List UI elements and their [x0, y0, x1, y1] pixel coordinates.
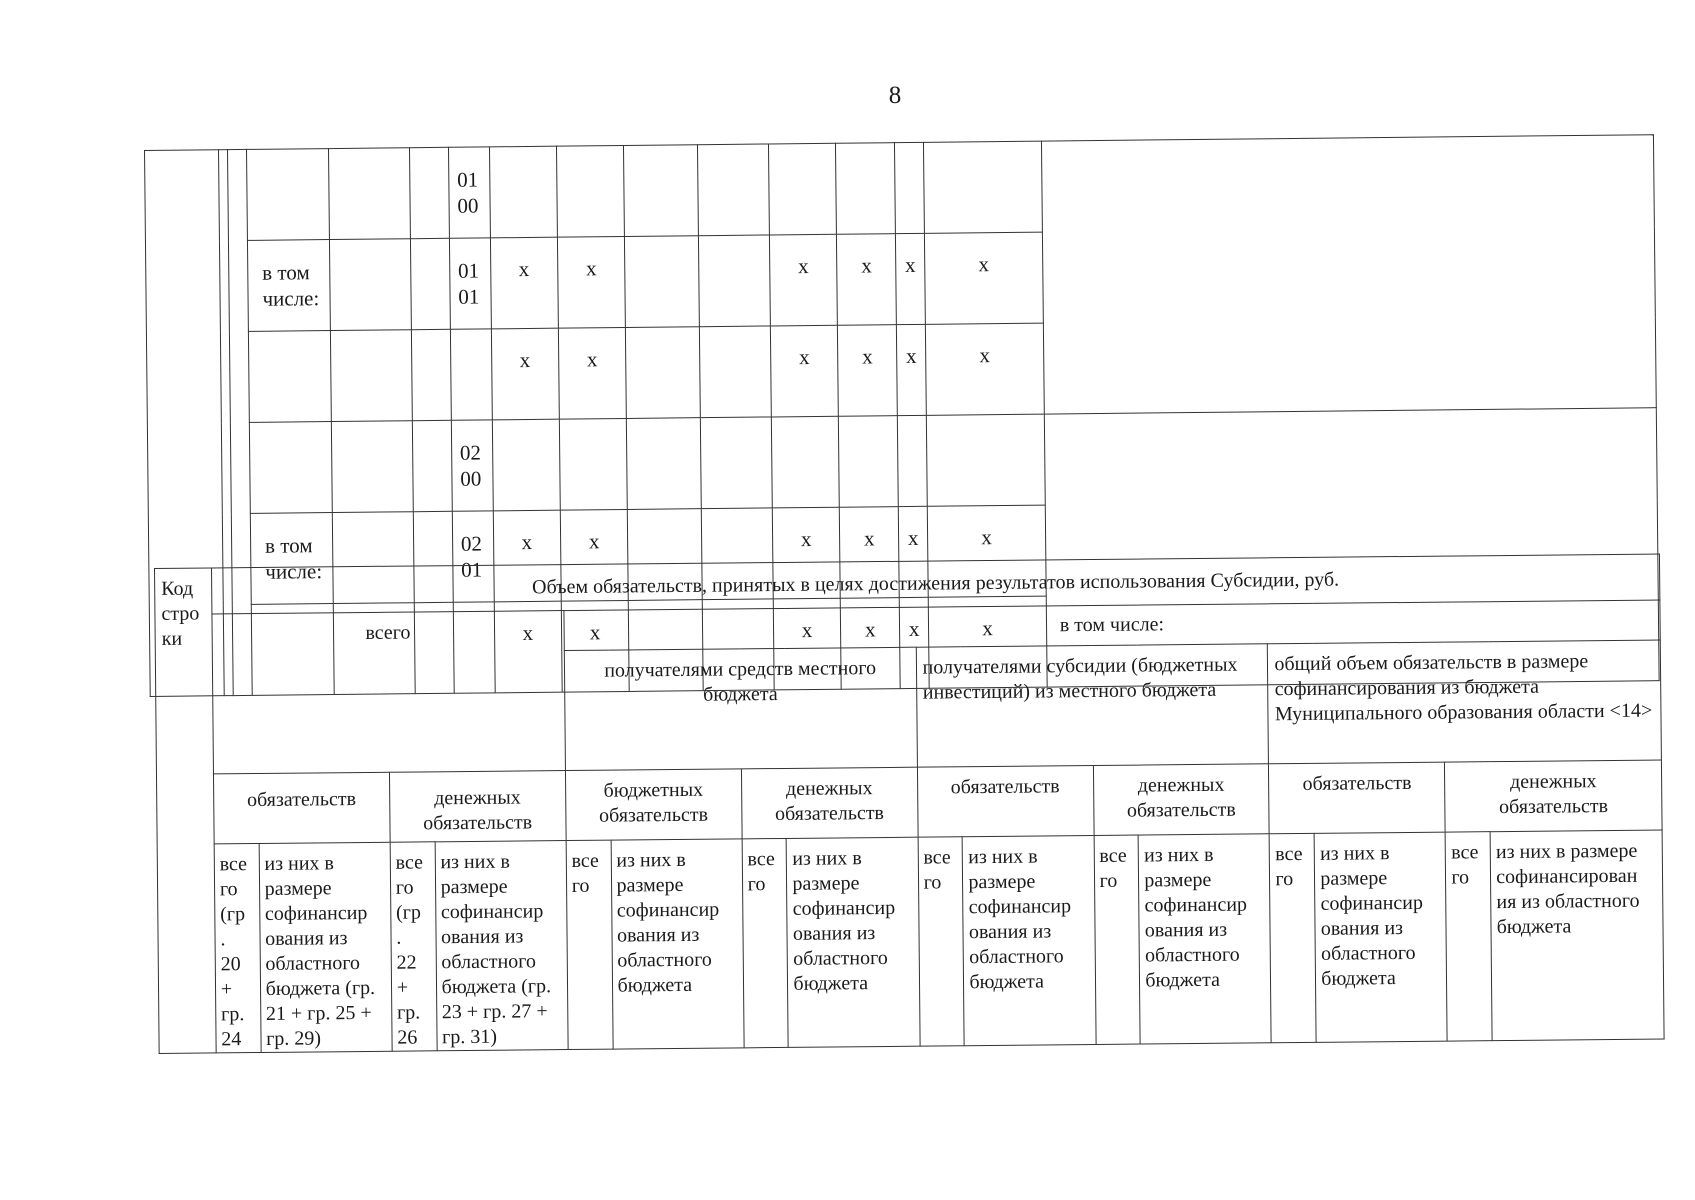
top-empty-cell [331, 421, 414, 513]
group-subsidy-recipients: получателями субсидии (бюджетных инвестиций) из местного бюджета [916, 644, 1269, 767]
x-mark-cell: x [900, 597, 929, 688]
x-mark-cell: x [493, 510, 561, 602]
sub-obligations-3: обязательств [1269, 762, 1446, 834]
leaf-vsego-22-26: все го (гр . 22 + гр. 26 [390, 842, 437, 1051]
leaf-vsego-c2: все го [1094, 835, 1141, 1044]
x-mark-cell [768, 143, 836, 235]
x-mark-cell [923, 141, 1042, 233]
x-mark-cell: x [928, 596, 1047, 688]
x-mark-cell: x [839, 507, 899, 599]
x-mark-cell [697, 144, 769, 236]
sub-monetary-3: денежных обязательств [1093, 764, 1270, 836]
x-mark-cell: x [490, 237, 558, 329]
group-cofinancing: общий объем обязательств в размере софинансирования из бюджета Муниципального образования области <14> [1268, 640, 1662, 764]
leaf-vsego-b2: все го [742, 838, 789, 1047]
x-mark-cell [698, 235, 770, 327]
leaf-iz-nih-23: из них в размере софинансир ования из областного бюджета (гр. 23 + гр. 27 + гр. 31) [435, 841, 568, 1051]
x-mark-cell: x [561, 600, 629, 692]
x-mark-cell: x [769, 234, 837, 326]
x-mark-cell [895, 142, 924, 233]
x-mark-cell [700, 417, 772, 509]
v-tom-chisle-header: в том числе: [564, 600, 1661, 651]
top-empty-cell [411, 238, 451, 329]
x-mark-cell: x [494, 601, 562, 693]
leaf-vsego-20-24: все го (гр . 20 + гр. 24 [214, 844, 261, 1053]
top-empty-cell [411, 329, 451, 420]
row-label: в том числе: [250, 513, 333, 605]
row-code [450, 329, 492, 420]
row-code: 01 01 [449, 238, 491, 329]
x-mark-cell [626, 327, 700, 419]
top-empty-cell [330, 330, 413, 422]
kod-stroki-text: Код стро ки [161, 577, 200, 650]
x-mark-cell [898, 415, 927, 506]
sub-budget-obligations: бюджетных обязательств [565, 769, 742, 841]
sub-monetary-1: денежных обязательств [389, 771, 566, 843]
leaf-iz-nih-c2: из них в размере софинансир ования из областного бюджета [1138, 834, 1271, 1044]
row-label [246, 149, 329, 241]
leaf-iz-nih-b2: из них в размере софинансир ования из областного бюджета [787, 837, 920, 1047]
row-code: 02 00 [451, 420, 493, 511]
page-number: 8 [888, 82, 902, 109]
row-label [248, 331, 331, 423]
row-label: в том числе: [247, 240, 330, 332]
kod-stroki-header [155, 568, 216, 1054]
x-mark-cell: x [491, 328, 559, 420]
x-mark-cell: x [838, 325, 898, 417]
x-mark-cell: x [897, 324, 926, 415]
x-mark-cell [624, 145, 698, 237]
x-mark-cell [489, 146, 557, 238]
top-empty-cell [328, 148, 411, 240]
leaf-iz-nih-d2: из них в размере софинансирован ия из областного бюджета [1490, 830, 1664, 1041]
x-mark-cell: x [924, 232, 1043, 324]
x-mark-cell: x [925, 323, 1044, 415]
x-mark-cell [839, 416, 899, 508]
x-mark-cell: x [558, 327, 626, 419]
top-empty-cell [329, 239, 412, 331]
x-mark-cell: x [770, 325, 838, 417]
x-mark-cell: x [840, 598, 900, 690]
x-mark-cell [492, 419, 560, 511]
leaf-iz-nih-b1: из них в размере софинансир ования из областного бюджета [611, 839, 744, 1049]
sub-monetary-2: денежных обязательств [741, 767, 918, 839]
x-mark-cell: x [772, 507, 840, 599]
leaf-vsego-b1: все го [566, 840, 613, 1049]
vsego-header: всего [212, 611, 565, 774]
x-mark-cell: x [896, 233, 925, 324]
bottom-table [154, 554, 1665, 1054]
top-empty-cell [412, 420, 452, 511]
group-local-budget: получателями средств местного бюджета [564, 647, 917, 770]
leaf-iz-nih-d1: из них в размере софинансир ования из областного бюджета [1314, 832, 1447, 1042]
top-table-row [147, 408, 1657, 515]
x-mark-cell: x [837, 234, 897, 326]
row-code: 02 01 [452, 511, 494, 602]
sub-obligations-1: обязательств [213, 772, 390, 844]
leaf-iz-nih-c1: из них в размере софинансир ования из областного бюджета [962, 835, 1095, 1045]
sub-obligations-2: обязательств [917, 765, 1094, 837]
leaf-vsego-d1: все го [1270, 833, 1317, 1042]
x-mark-cell [836, 143, 896, 235]
x-mark-cell: x [899, 506, 928, 597]
x-mark-cell: x [773, 598, 841, 690]
x-mark-cell [556, 145, 624, 237]
x-mark-cell: x [560, 509, 628, 601]
top-empty-cell [410, 147, 450, 238]
x-mark-cell: x [927, 505, 1046, 597]
x-mark-cell [771, 416, 839, 508]
row-code: 01 00 [448, 147, 490, 238]
x-mark-cell [559, 418, 627, 510]
x-mark-cell: x [557, 236, 625, 328]
sub-monetary-4: денежных обязательств [1445, 760, 1662, 832]
x-mark-cell [625, 236, 699, 328]
top-table-row [145, 135, 1655, 242]
table-title: Объем обязательств, принятых в целях достижения результатов использования Субсидии, руб. [211, 554, 1660, 614]
x-mark-cell [926, 414, 1045, 506]
x-mark-cell [626, 418, 700, 510]
x-mark-cell [699, 326, 771, 418]
row-label [249, 422, 332, 514]
right-block-upper [1042, 135, 1657, 414]
leaf-iz-nih-21: из них в размере софинансир ования из областного бюджета (гр. 21 + гр. 25 + гр. 29) [259, 842, 392, 1052]
leaf-vsego-d2: все го [1445, 832, 1492, 1041]
leaf-vsego-c1: все го [918, 837, 965, 1046]
